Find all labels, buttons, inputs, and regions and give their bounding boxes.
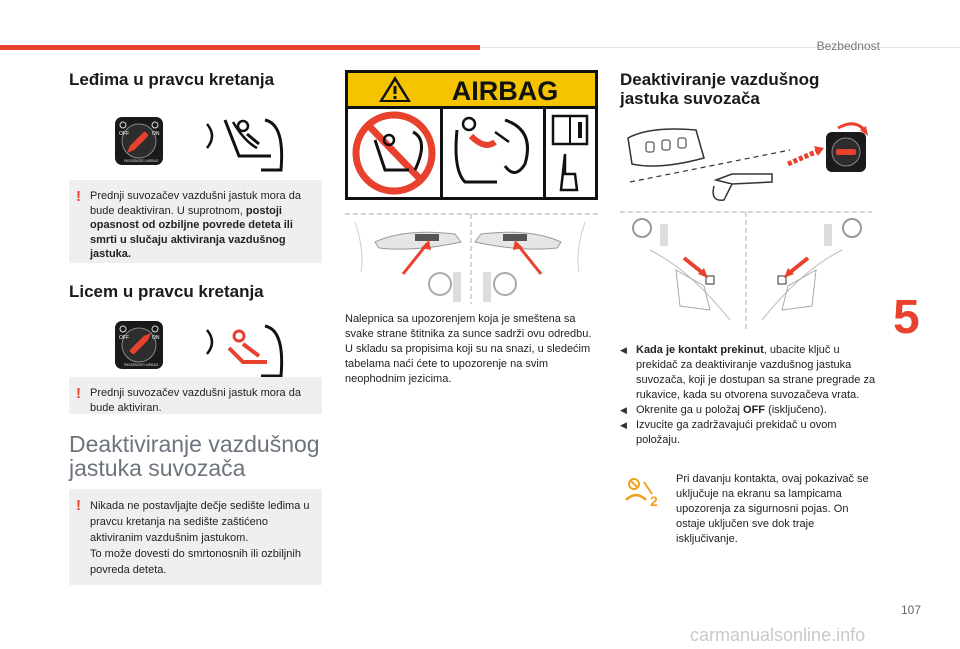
indicator-description: Pri davanju kontakta, ovaj pokazivač se uključuje na ekranu sa lampicama upozorenja za sigurnosni pojas. On ostaje uključen sve dok traje isključivanje. [676, 473, 869, 545]
rear-facing-child-seat-icon [203, 112, 289, 176]
svg-text:ON: ON [152, 335, 160, 341]
front-facing-title: Licem u pravcu kretanja [69, 282, 264, 301]
warning-icon: ! [76, 497, 81, 514]
airbag-warning-label [345, 70, 598, 200]
svg-text:PASSENGER AIRBAG: PASSENGER AIRBAG [124, 363, 159, 367]
airbag-label-heading: AIRBAG [451, 76, 559, 106]
top-divider [480, 47, 960, 48]
front-facing-warning: ! Prednji suvozačev vazdušni jastuk mora da bude aktiviran. [69, 377, 322, 414]
door-switch-location-illustration [620, 210, 872, 332]
svg-text:OFF: OFF [119, 335, 129, 341]
bullet-icon: ◀ [620, 345, 627, 355]
deactivation-warning: ! Nikada ne postavljajte dečje sedište leđima u pravcu kretanja na sedište zaštićeno aktiviranim vazdušnim jastukom. To može dovesti do smrtonosnih ili ozbiljnih povreda deteta. [69, 489, 322, 585]
key-insertion-illustration [620, 118, 872, 214]
warning-icon: ! [76, 188, 81, 205]
front-facing-child-seat-icon [203, 318, 289, 382]
passenger-airbag-off-warning-icon [622, 476, 662, 508]
airbag-switch-on-icon [114, 320, 164, 370]
indicator-digit: 2 [650, 493, 658, 508]
rear-facing-title: Leđima u pravcu kretanja [69, 70, 275, 89]
page-number: 107 [901, 603, 922, 617]
deactivation-title-right: Deaktiviranje vazdušnog jastuka suvozača [620, 70, 820, 108]
step-2: ◀ Okrenite ga u položaj OFF (isključeno). [620, 404, 827, 416]
airbag-switch-off-icon [114, 116, 164, 166]
chapter-number: 5 [893, 291, 920, 344]
deactivation-steps [620, 343, 880, 448]
switch-off-label: OFF [119, 131, 129, 137]
top-accent-bar [0, 45, 480, 50]
step-3: ◀ Izvucite ga zadržavajući prekidač u ovom položaju. [620, 419, 837, 446]
rear-facing-warning: ! Prednji suvozačev vazdušni jastuk mora da bude deaktiviran. U suprotnom, postoji opasnost od ozbiljne povrede deteta ili smrti u slučaju aktiviranja vazdušnog jastuka. [69, 180, 322, 263]
warning-icon: ! [76, 385, 81, 402]
step-1: ◀ Kada je kontakt prekinut, ubacite ključ u prekidač za deaktiviranje vazdušnog jastuka suvozača, koji je dostupan sa strane pregrade za rukavice, kada su otvorena suvozačeva vrata. [620, 344, 876, 401]
switch-on-label: ON [152, 131, 160, 137]
bullet-icon: ◀ [620, 420, 627, 430]
visor-label-description: Nalepnica sa upozorenjem koja je smeštena sa svake strane štitnika za sunce sadrži ovu odredbu. U skladu sa propisima koji su na snazi, u sledećim tabelama naći ćete to upozorenje na svim neophodnim jezicima. [345, 313, 592, 385]
sun-visor-illustration [345, 212, 598, 304]
section-label: Bezbednost [816, 39, 880, 53]
bullet-icon: ◀ [620, 405, 627, 415]
switch-caption: PASSENGER AIRBAG [124, 159, 159, 163]
deactivation-title-left: Deaktiviranje vazdušnog jastuka suvozača [69, 431, 320, 481]
watermark: carmanualsonline.info [690, 625, 866, 645]
